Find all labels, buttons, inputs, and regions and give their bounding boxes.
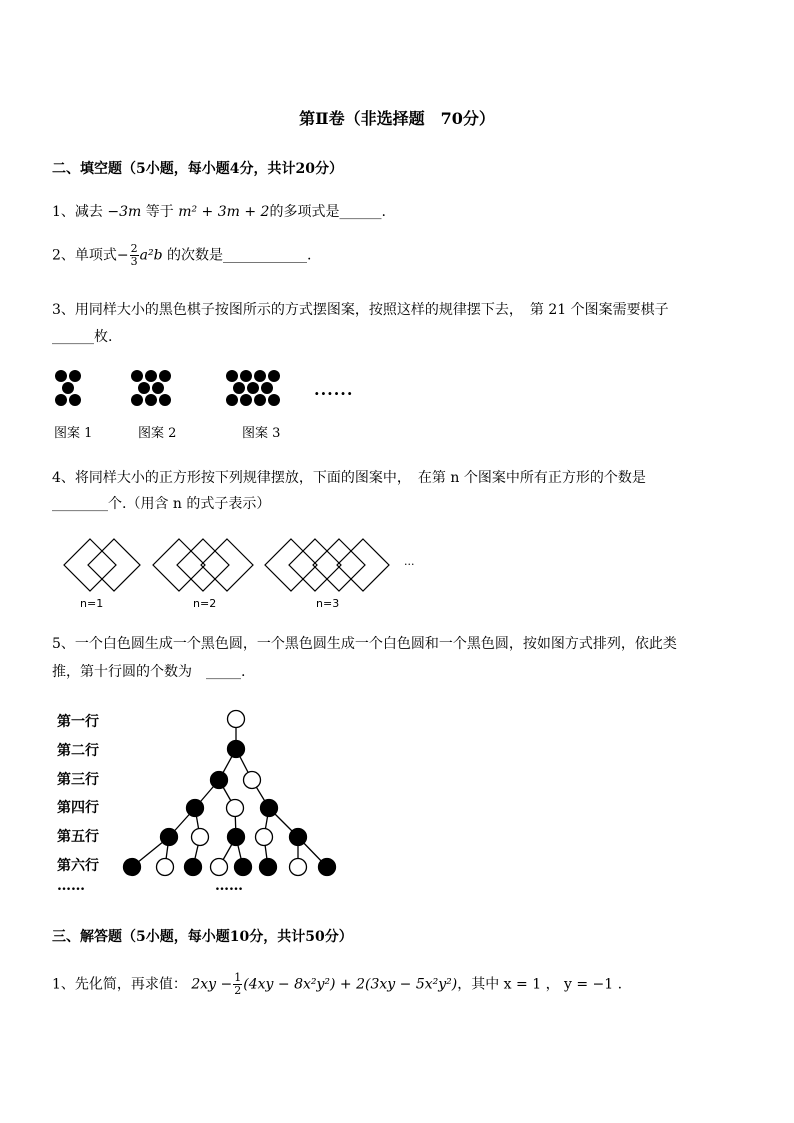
q3-chess-piece	[145, 370, 157, 382]
tree-node-black	[290, 829, 307, 846]
tree-node-white	[157, 859, 174, 876]
q3-chess-piece	[152, 382, 164, 394]
tree-node-white	[228, 711, 245, 728]
q4-square	[265, 539, 317, 591]
tree-node-black	[187, 800, 204, 817]
p1-expr-a: 2xy −	[191, 976, 233, 993]
q5-circle-tree-figure	[0, 700, 360, 880]
q3-continuation-dots: ······	[314, 384, 354, 403]
row-label-6: 第六行	[57, 858, 99, 874]
q3-chess-piece	[55, 370, 67, 382]
q4-square	[289, 539, 341, 591]
tree-node-black	[124, 859, 141, 876]
row-label-ellipsis: ……	[57, 878, 85, 894]
p1-suffix: ，其中 x = 1 ， y = −1 .	[457, 976, 623, 993]
q3-chess-piece	[268, 394, 280, 406]
q3-chess-piece	[226, 394, 238, 406]
tree-node-white	[211, 859, 228, 876]
p1-denominator: 2	[234, 984, 242, 997]
tree-node-black	[161, 829, 178, 846]
q1-prefix: 1、减去	[52, 204, 103, 220]
q3-chess-piece	[138, 382, 150, 394]
q1-term2: m² + 3m + 2	[178, 204, 270, 220]
q4-ellipsis: ···	[404, 558, 415, 571]
tree-ellipsis: ……	[215, 878, 243, 894]
q3-line-1: 3、用同样大小的黑色棋子按图所示的方式摆图案，按照这样的规律摆下去， 第 21 个图案需要棋子	[52, 302, 669, 318]
q3-chess-piece	[254, 370, 266, 382]
q3-chess-piece	[226, 370, 238, 382]
q3-chess-piece	[240, 394, 252, 406]
q4-line-1: 4、将同样大小的正方形按下列规律摆放，下面的图案中， 在第 n 个图案中所有正方形的个数是	[52, 470, 646, 486]
row-label-3: 第三行	[57, 772, 99, 788]
q4-square	[64, 539, 116, 591]
tree-node-black	[211, 772, 228, 789]
q3-chess-piece	[159, 394, 171, 406]
q4-square-pattern-figure	[60, 535, 400, 595]
q3-chess-piece	[233, 382, 245, 394]
p1-numerator: 1	[234, 971, 242, 984]
p1-prefix: 1、先化简，再求值：	[52, 976, 187, 993]
tree-node-white	[256, 829, 273, 846]
q2-prefix: 2、单项式	[52, 247, 117, 264]
section-fill-in-heading: 二、填空题（5小题，每小题4分，共计20分）	[52, 161, 343, 177]
q3-chess-piece	[247, 382, 259, 394]
tree-node-black	[319, 859, 336, 876]
q3-chess-piece	[261, 382, 273, 394]
q2-fraction	[130, 243, 139, 268]
q3-chess-piece	[159, 370, 171, 382]
q1-suffix: 的多项式是______.	[269, 204, 386, 220]
q3-label-3: 图案 3	[242, 426, 281, 441]
q4-square	[153, 539, 205, 591]
q4-square	[177, 539, 229, 591]
q4-square	[313, 539, 365, 591]
q3-chess-piece	[55, 394, 67, 406]
tree-node-black	[228, 829, 245, 846]
q3-chess-piece	[240, 370, 252, 382]
q4-square	[201, 539, 253, 591]
q3-label-2: 图案 2	[138, 426, 177, 441]
question-1	[52, 201, 386, 221]
tree-node-black	[235, 859, 252, 876]
tree-node-white	[290, 859, 307, 876]
q5-line-2: 推，第十行圆的个数为 _____.	[52, 664, 246, 680]
q3-chess-piece	[69, 394, 81, 406]
q2-variable: a²b	[139, 247, 163, 264]
q4-label-3: n=3	[316, 597, 340, 610]
q3-chess-piece	[268, 370, 280, 382]
q4-line-2: ________个.（用含 n 的式子表示）	[52, 496, 271, 512]
q3-chess-piece	[69, 370, 81, 382]
answer-problem-1	[52, 972, 622, 997]
q2-denominator: 3	[130, 255, 138, 268]
tree-node-white	[227, 800, 244, 817]
q4-square	[337, 539, 389, 591]
tree-node-black	[228, 741, 245, 758]
q2-suffix: 的次数是____________.	[167, 247, 312, 264]
page-title: 第Ⅱ卷（非选择题 70分）	[299, 109, 495, 128]
q4-label-2: n=2	[193, 597, 217, 610]
q2-numerator: 2	[130, 242, 138, 255]
tree-node-white	[244, 772, 261, 789]
p1-fraction	[233, 972, 242, 997]
section-answer-heading: 三、解答题（5小题，每小题10分，共计50分）	[52, 929, 353, 945]
q4-square	[88, 539, 140, 591]
row-label-2: 第二行	[57, 743, 99, 759]
q2-minus: −	[116, 247, 129, 264]
p1-expr-b: (4xy − 8x²y²) + 2(3xy − 5x²y²)	[243, 976, 458, 993]
row-label-1: 第一行	[57, 714, 99, 730]
q3-chess-piece	[62, 382, 74, 394]
q3-chess-piece	[145, 394, 157, 406]
tree-node-black	[185, 859, 202, 876]
question-2	[52, 243, 311, 268]
q1-term1: −3m	[107, 204, 142, 220]
tree-node-black	[260, 859, 277, 876]
q1-mid: 等于	[145, 204, 174, 220]
q3-chess-piece	[131, 370, 143, 382]
row-label-5: 第五行	[57, 829, 99, 845]
row-label-4: 第四行	[57, 800, 99, 816]
q3-chess-piece	[131, 394, 143, 406]
tree-node-black	[261, 800, 278, 817]
q5-line-1: 5、一个白色圆生成一个黑色圆，一个黑色圆生成一个白色圆和一个黑色圆，按如图方式排列，依此类	[52, 636, 677, 652]
q3-label-1: 图案 1	[54, 426, 93, 441]
q3-chess-piece	[254, 394, 266, 406]
q4-label-1: n=1	[80, 597, 104, 610]
q3-line-2: ______枚.	[52, 329, 113, 345]
tree-node-white	[192, 829, 209, 846]
